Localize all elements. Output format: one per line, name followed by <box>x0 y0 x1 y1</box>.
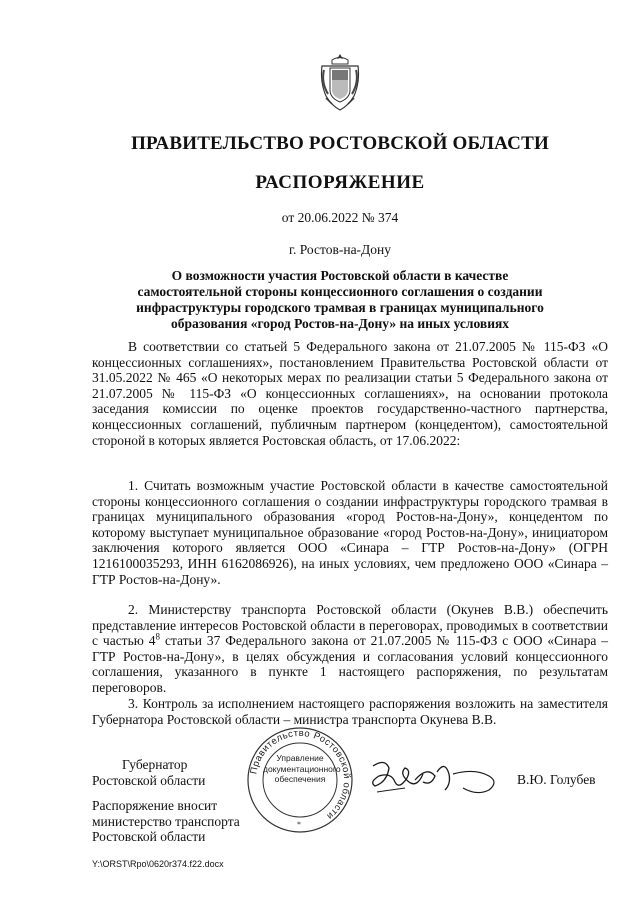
document-title <box>110 268 570 332</box>
coat-of-arms-emblem <box>318 52 362 112</box>
item-2-superscript: 8 <box>155 631 161 642</box>
item-2-text-b: статьи 37 Федерального закона от 21.07.2005 № 115-ФЗ с ООО «Синара – ГТР Ростов-на-Дону», в целях обсуждения и согласования условий концессионного соглашения, указанного в пункте 1 настоящего распоряжения, по результатам переговоров. <box>92 633 608 695</box>
stamp-center-text <box>263 753 341 785</box>
file-path: Y:\ORST\Rpo\0620r374.f22.docx <box>92 859 224 869</box>
signatory-position <box>92 757 205 788</box>
stamp-line-3: обеспечения <box>274 774 326 784</box>
svg-text:*: * <box>297 820 301 829</box>
government-heading: ПРАВИТЕЛЬСТВО РОСТОВСКОЙ ОБЛАСТИ <box>131 133 549 154</box>
item-3-paragraph: 3. Контроль за исполнением настоящего распоряжения возложить на заместителя Губернатора Ростовской области – министра транспорта Окунева В.В. <box>92 696 608 727</box>
note-line-3: Ростовской области <box>92 829 206 845</box>
document-type-heading: РАСПОРЯЖЕНИЕ <box>255 172 425 193</box>
item-1-paragraph: 1. Считать возможным участие Ростовской области в качестве самостоятельной стороны концессионного соглашения о создании инфраструктуры городского трамвая в границах муниципального образования «город Ростов-на-Дону», концедентом по которому выступает муниципальное образование «город Ростов-на-Дону», инициатором заключения которого является ООО «Синара – ГТР Ростов-на-Дону» (ОГРН 1216100035293, ИНН 6162086926), на иных условиях, чем предложено ООО «Синара – ГТР Ростов-на-Дону». <box>92 478 608 587</box>
title-line: О возможности участия Ростовской области в качестве <box>171 268 509 283</box>
date-and-number: от 20.06.2022 № 374 <box>281 210 399 225</box>
preamble-paragraph: В соответствии со статьей 5 Федерального закона от 21.07.2005 № 115-ФЗ «О концессионных соглашениях», постановлением Правительства Ростовской области от 31.05.2022 № 465 «О некоторых мерах по реализации статьи 5 Федерального закона от 21.07.2005 № 115-ФЗ «О концессионных соглашениях», на основании протокола заседания комиссии по оценке проектов государственно-частного партнерства, концессионных соглашений, публичным партнером (концедентом), самостоятельной стороной в которых является Ростовская область, от 17.06.2022: <box>92 339 608 448</box>
stamp-ring-text: Правительство Ростовской области <box>248 727 353 822</box>
title-line: образования «город Ростов-на-Дону» на иных условиях <box>170 316 510 331</box>
stamp-line-1: Управление <box>276 753 324 763</box>
submitter-note <box>92 798 240 845</box>
title-line: самостоятельной стороны концессионного соглашения о создании <box>137 284 543 299</box>
signatory-name: В.Ю. Голубев <box>517 772 596 787</box>
note-line-2: министерство транспорта <box>92 813 240 829</box>
note-line-1: Распоряжение вносит <box>92 798 218 813</box>
city-line: г. Ростов-на-Дону <box>288 242 391 257</box>
stamp-line-2: документационного <box>263 763 341 774</box>
position-line-1: Губернатор <box>122 757 188 772</box>
title-line: инфраструктуры городского трамвая в границах муниципального <box>136 300 544 315</box>
position-line-2: Ростовской области <box>92 772 206 788</box>
handwritten-signature <box>365 752 505 800</box>
item-2-paragraph <box>92 602 608 696</box>
item-2-text-a: 2. Министерству транспорта Ростовской области (Окунев В.В.) обеспечить представление интересов Ростовской области в переговорах, проводимых в соответствии с частью 4 <box>92 602 608 649</box>
